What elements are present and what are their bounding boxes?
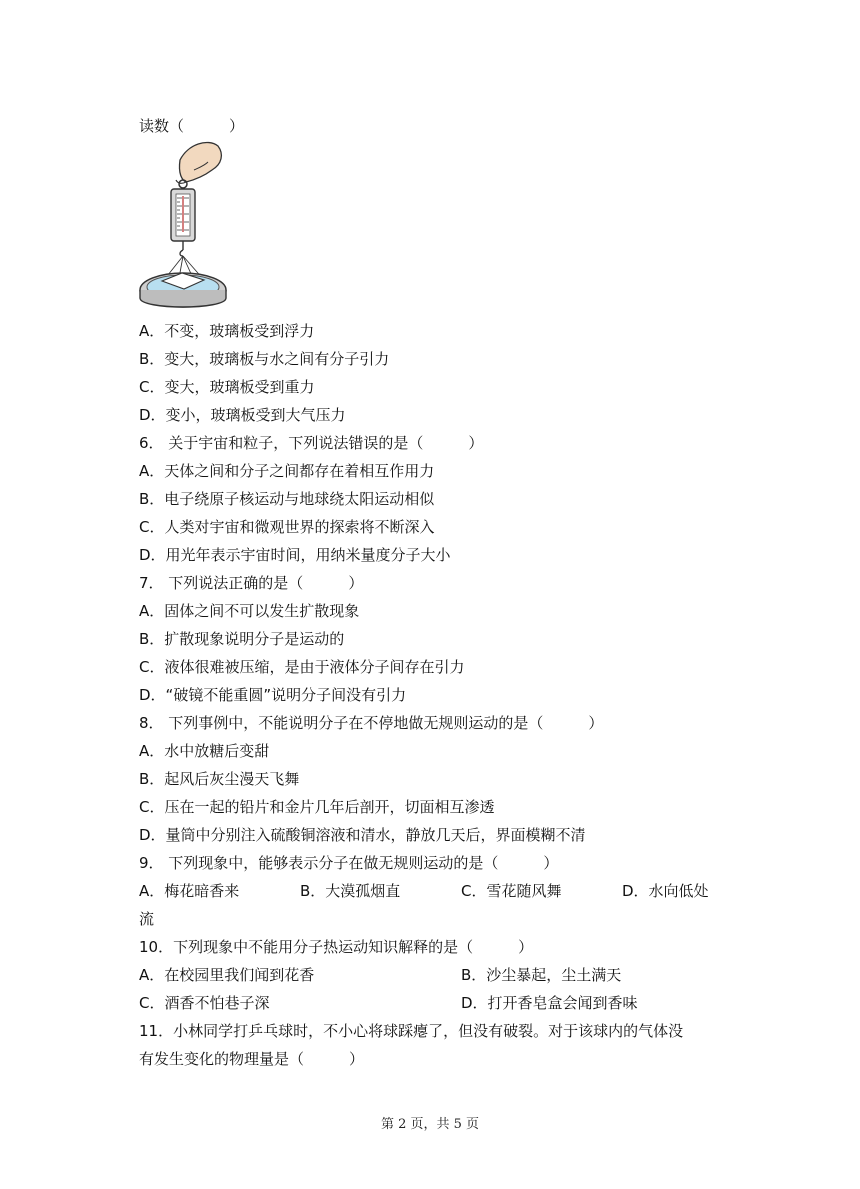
q7-option-a: A．固体之间不可以发生扩散现象	[139, 602, 360, 620]
q8-option-b: B．起风后灰尘漫天飞舞	[139, 770, 300, 788]
q10-option-b: B．沙尘暴起，尘土满天	[461, 966, 622, 984]
q8-option-d: D．量筒中分别注入硫酸铜溶液和清水，静放几天后，界面模糊不清	[139, 826, 586, 844]
spring-scale-figure	[138, 140, 238, 318]
q10-stem: 10．下列现象中不能用分子热运动知识解释的是（ ）	[139, 938, 534, 956]
q5-option-c: C．变大，玻璃板受到重力	[139, 378, 315, 396]
q5-option-b: B．变大，玻璃板与水之间有分子引力	[139, 350, 390, 368]
intro-line: 读数（ ）	[139, 117, 245, 135]
q7-option-b: B．扩散现象说明分子是运动的	[139, 630, 345, 648]
q6-option-d: D．用光年表示宇宙时间，用纳米量度分子大小	[139, 546, 451, 564]
q6-option-b: B．电子绕原子核运动与地球绕太阳运动相似	[139, 490, 435, 508]
q6-stem: 6． 关于宇宙和粒子，下列说法错误的是（ ）	[139, 434, 484, 452]
q7-option-c: C．液体很难被压缩，是由于液体分子间存在引力	[139, 658, 465, 676]
q9-option-d: D．水向低处	[622, 882, 709, 900]
q11-stem-line1: 11．小林同学打乒乓球时，不小心将球踩瘪了，但没有破裂。对于该球内的气体没	[139, 1022, 684, 1040]
q10-option-c: C．酒香不怕巷子深	[139, 994, 270, 1012]
q11-stem-line2: 有发生变化的物理量是（ ）	[139, 1050, 365, 1068]
q6-option-c: C．人类对宇宙和微观世界的探索将不断深入	[139, 518, 435, 536]
q8-option-a: A．水中放糖后变甜	[139, 742, 270, 760]
q8-stem: 8． 下列事例中，不能说明分子在不停地做无规则运动的是（ ）	[139, 714, 604, 732]
q9-option-a: A．梅花暗香来	[139, 882, 240, 900]
q9-option-b: B．大漠孤烟直	[300, 882, 401, 900]
q7-stem: 7． 下列说法正确的是（ ）	[139, 574, 364, 592]
q9-option-d-wrap: 流	[139, 910, 155, 928]
q7-option-d: D．“破镜不能重圆”说明分子间没有引力	[139, 686, 407, 704]
q5-option-a: A．不变，玻璃板受到浮力	[139, 322, 315, 340]
spring-scale-illustration	[138, 140, 238, 318]
q10-option-d: D．打开香皂盒会闻到香味	[461, 994, 638, 1012]
page-footer: 第 2 页，共 5 页	[380, 1117, 480, 1132]
q6-option-a: A．天体之间和分子之间都存在着相互作用力	[139, 462, 435, 480]
q10-option-a: A．在校园里我们闻到花香	[139, 966, 315, 984]
q8-option-c: C．压在一起的铅片和金片几年后剖开，切面相互渗透	[139, 798, 495, 816]
q5-option-d: D．变小，玻璃板受到大气压力	[139, 406, 346, 424]
q9-stem: 9． 下列现象中，能够表示分子在做无规则运动的是（ ）	[139, 854, 559, 872]
q9-option-c: C．雪花随风舞	[461, 882, 562, 900]
